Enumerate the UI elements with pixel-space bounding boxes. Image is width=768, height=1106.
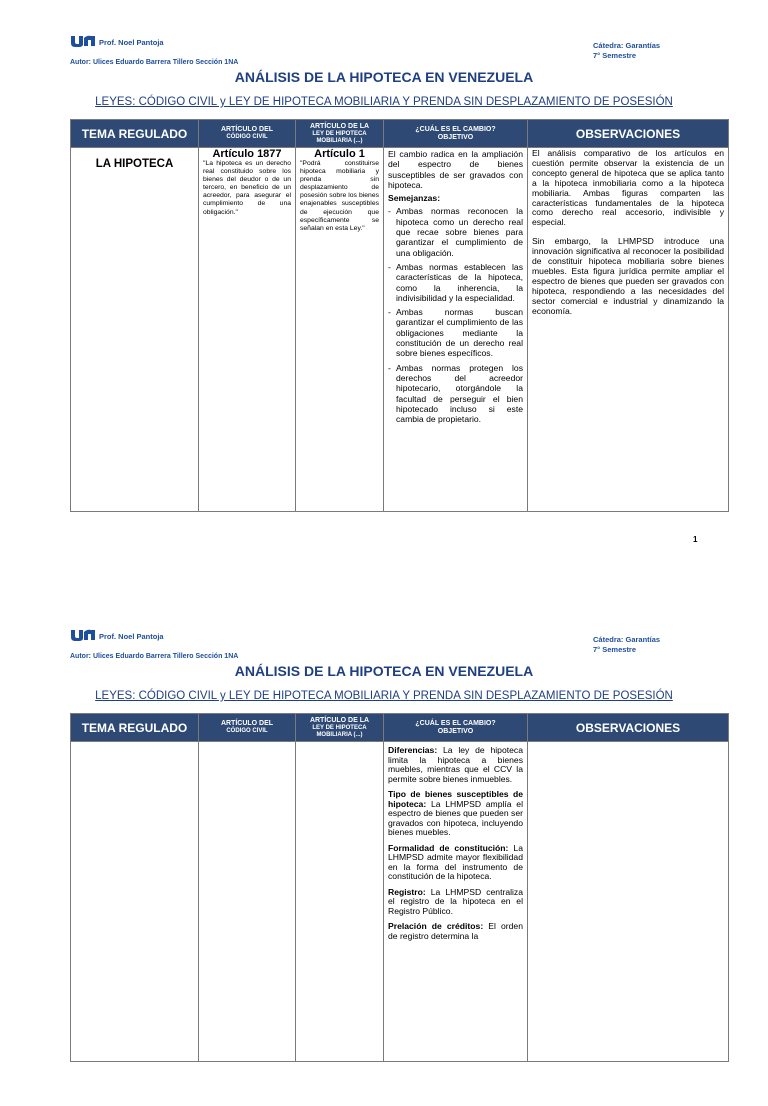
course-info (593, 635, 660, 654)
semester: 7° Semestre (593, 644, 637, 654)
cell-observaciones (528, 742, 729, 1062)
difference-label: Tipo de bienes susceptibles de hipoteca: (388, 789, 523, 809)
page-subtitle: LEYES: CÓDIGO CIVIL y LEY DE HIPOTECA MOBILIARIA Y PRENDA SIN DESPLAZAMIENTO DE POSESIÓN (95, 96, 673, 108)
list-item: - Ambas normas reconocen la hipoteca como un derecho real que recae sobre bienes para garantizar el cumplimiento de una obligación. (388, 206, 523, 257)
difference-label: Registro: (388, 886, 426, 897)
header-cambio-line1: ¿CUÁL ES EL CAMBIO? (415, 125, 496, 133)
professor-name: Prof. Noel Pantoja (99, 632, 164, 641)
header-cambio (384, 120, 528, 148)
difference-text: La ley de hipoteca limita la hipoteca a bienes muebles, mientras que el CCV la permite sobre bienes inmuebles. (388, 745, 523, 784)
difference-text: La LHMPSD amplía el espectro de bienes que pueden ser gravados con hipoteca, incluyendo bienes muebles. (388, 798, 523, 837)
header-art-lh-line2: LEY DE HIPOTECA (312, 724, 367, 731)
difference-label: Formalidad de constitución: (388, 842, 509, 853)
page-number: 1 (693, 535, 698, 544)
difference-label: Prelación de créditos: (388, 921, 484, 931)
cell-cambio (384, 742, 528, 1062)
article-lh-text: "Podrá constituirse hipoteca mobiliaria y prenda sin desplazamiento de posesión sobre los bienes enajenables susceptibles de ejecución que específicamente se señalan en esta Ley." (300, 160, 379, 232)
document-page-2 (0, 594, 768, 1106)
cell-tema: LA HIPOTECA (71, 148, 199, 512)
cell-observaciones (528, 148, 729, 512)
cell-articulo-lh (296, 148, 384, 512)
header-art-lh-line1: ARTÍCULO DE LA (309, 122, 370, 130)
header-articulo-lh (296, 120, 384, 148)
author-line: Autor: Ulices Eduardo Barrera Tillero Sección 1NA (70, 653, 239, 660)
header-art-cc-line2: CÓDIGO CIVIL (226, 134, 268, 140)
cell-articulo-cc (199, 148, 296, 512)
course-name: Cátedra: Garantías (593, 635, 661, 644)
header-art-cc-line1: ARTÍCULO DEL (220, 720, 274, 727)
header-art-lh-line1: ARTÍCULO DE LA (309, 716, 370, 724)
observation-paragraph: El análisis comparativo de los artículos en cuestión permite observar la existencia de un concepto general de hipoteca que se aplica tanto a la hipoteca inmobiliaria como a la hipoteca mobiliaria. Ambas figuras comparten las características fundamentales de la hipoteca como derecho real accesorio, indivisible y especial. (532, 148, 724, 228)
header-articulo-lh (296, 714, 384, 742)
cell-tema (71, 742, 199, 1062)
difference-text: La LHMPSD admite mayor flexibilidad en la forma del instrumento de constitución de la hipoteca. (388, 842, 523, 881)
header-cambio (384, 714, 528, 742)
semester: 7° Semestre (593, 50, 637, 60)
comparison-table (70, 119, 729, 512)
author-line: Autor: Ulices Eduardo Barrera Tillero Sección 1NA (70, 59, 239, 66)
table-row (71, 742, 729, 1062)
header-tema: TEMA REGULADO (71, 714, 199, 742)
difference-item (388, 888, 523, 917)
cell-articulo-cc (199, 742, 296, 1062)
list-item: - Ambas normas establecen las características de la hipoteca, como la inherencia, la indivisibilidad y la especialidad. (388, 262, 523, 303)
header-art-lh-line3: MOBILIARIA (...) (316, 731, 363, 738)
page-subtitle: LEYES: CÓDIGO CIVIL y LEY DE HIPOTECA MOBILIARIA Y PRENDA SIN DESPLAZAMIENTO DE POSESIÓN (95, 690, 673, 702)
header-cambio-line2: OBJETIVO (437, 133, 474, 141)
comparison-table (70, 713, 729, 1062)
cell-articulo-lh (296, 742, 384, 1062)
difference-text: La LHMPSD centraliza el registro de la hipoteca en el Registro Público. (388, 886, 523, 916)
header-cambio-line2: OBJETIVO (437, 727, 474, 735)
semejanzas-list (388, 206, 523, 424)
university-logo-icon (70, 34, 96, 48)
header-cambio-line1: ¿CUÁL ES EL CAMBIO? (415, 719, 496, 727)
difference-text: El orden de registro determina la (388, 921, 523, 941)
article-lh-title: Artículo 1 (314, 148, 365, 160)
observation-paragraph: Sin embargo, la LHMPSD introduce una innovación significativa al reconocer la posibilidad de constituir hipoteca mobiliaria sobre bienes muebles. Esta figura jurídica permite ampliar el espectro de bienes que pueden ser gravados con hipoteca, respondiendo a las necesidades del sector comercial e industrial y dinamizando la economía. (532, 236, 724, 316)
professor-name: Prof. Noel Pantoja (99, 38, 164, 47)
header-observaciones: OBSERVACIONES (528, 714, 729, 742)
semejanzas-label: Semejanzas: (388, 193, 441, 204)
header-articulo-cc (199, 120, 296, 148)
table-header-row (71, 714, 729, 742)
cell-cambio (384, 148, 528, 512)
header-observaciones: OBSERVACIONES (528, 120, 729, 148)
header-art-lh-line2: LEY DE HIPOTECA (312, 130, 367, 137)
course-name: Cátedra: Garantías (593, 41, 661, 50)
header-art-lh-line3: MOBILIARIA (...) (316, 137, 363, 144)
cambio-intro: El cambio radica en la ampliación del espectro de bienes susceptibles de ser gravados con hipoteca. (388, 149, 523, 190)
header-art-cc-line1: ARTÍCULO DEL (220, 126, 274, 133)
header-articulo-cc (199, 714, 296, 742)
document-page-1 (0, 0, 768, 544)
list-item: - Ambas normas protegen los derechos del acreedor hipotecario, otorgándole la facultad de perseguir el bien hipotecado incluso si este cambia de propietario. (388, 363, 523, 425)
header-art-cc-line2: CÓDIGO CIVIL (226, 728, 268, 734)
page-title: ANÁLISIS DE LA HIPOTECA EN VENEZUELA (234, 69, 534, 85)
difference-item (388, 790, 523, 838)
page-title: ANÁLISIS DE LA HIPOTECA EN VENEZUELA (234, 663, 534, 679)
article-cc-text: "La hipoteca es un derecho real constituido sobre los bienes del deudor o de un tercero, en beneficio de un acreedor, para asegurar el cumplimiento de una obligación." (203, 160, 291, 216)
table-row (71, 148, 729, 512)
difference-label: Diferencias: (388, 745, 438, 755)
table-header-row (71, 120, 729, 148)
list-item: - Ambas normas buscan garantizar el cumplimiento de las obligaciones mediante la constitución de un derecho real sobre bienes específicos. (388, 307, 523, 358)
difference-item (388, 922, 523, 941)
article-cc-title: Artículo 1877 (212, 148, 282, 160)
difference-item (388, 746, 523, 784)
header-tema: TEMA REGULADO (71, 120, 199, 148)
course-info (593, 41, 660, 60)
university-logo-icon (70, 628, 96, 642)
difference-item (388, 844, 523, 882)
